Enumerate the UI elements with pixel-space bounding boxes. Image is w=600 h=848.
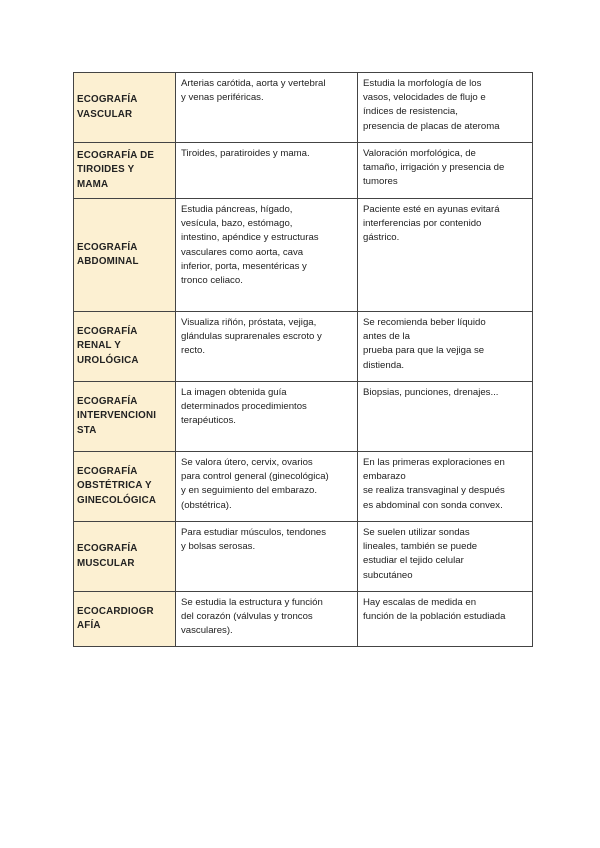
table-row (74, 73, 533, 143)
description-cell: Arterias carótida, aorta y vertebral y venas periféricas. (176, 73, 358, 143)
description-cell: Visualiza riñón, próstata, vejiga, glándulas suprarenales escroto y recto. (176, 312, 358, 382)
type-cell: ECOGRAFÍA OBSTÉTRICA Y GINECOLÓGICA (74, 452, 176, 522)
table-row (74, 592, 533, 647)
type-cell: ECOGRAFÍA INTERVENCIONI STA (74, 382, 176, 452)
table-row (74, 452, 533, 522)
type-cell: ECOGRAFÍA ABDOMINAL (74, 199, 176, 312)
table-row (74, 143, 533, 199)
note-cell: Paciente esté en ayunas evitará interferencias por contenido gástrico. (358, 199, 533, 312)
description-cell: Se valora útero, cervix, ovarios para control general (ginecológica) y en seguimiento del embarazo. (obstétrica). (176, 452, 358, 522)
type-cell: ECOGRAFÍA RENAL Y UROLÓGICA (74, 312, 176, 382)
type-cell: ECOCARDIOGR AFÍA (74, 592, 176, 647)
table-row (74, 199, 533, 312)
note-cell: Se recomienda beber líquido antes de la prueba para que la vejiga se distienda. (358, 312, 533, 382)
note-cell: Valoración morfológica, de tamaño, irrigación y presencia de tumores (358, 143, 533, 199)
type-cell: ECOGRAFÍA MUSCULAR (74, 522, 176, 592)
description-cell: Estudia páncreas, hígado, vesícula, bazo, estómago, intestino, apéndice y estructuras vasculares como aorta, cava inferior, porta, mesentéricas y tronco celiaco. (176, 199, 358, 312)
table-row (74, 382, 533, 452)
note-cell: Se suelen utilizar sondas lineales, también se puede estudiar el tejido celular subcutáneo (358, 522, 533, 592)
type-cell: ECOGRAFÍA DE TIROIDES Y MAMA (74, 143, 176, 199)
description-cell: Para estudiar músculos, tendones y bolsas serosas. (176, 522, 358, 592)
description-cell: Se estudia la estructura y función del corazón (válvulas y troncos vasculares). (176, 592, 358, 647)
description-cell: La imagen obtenida guía determinados procedimientos terapéuticos. (176, 382, 358, 452)
table-row (74, 312, 533, 382)
table-row (74, 522, 533, 592)
note-cell: Hay escalas de medida en función de la población estudiada (358, 592, 533, 647)
note-cell: Estudia la morfología de los vasos, velocidades de flujo e índices de resistencia, presencia de placas de ateroma (358, 73, 533, 143)
description-cell: Tiroides, paratiroides y mama. (176, 143, 358, 199)
note-cell: Biopsias, punciones, drenajes... (358, 382, 533, 452)
note-cell: En las primeras exploraciones en embarazo se realiza transvaginal y después es abdominal con sonda convex. (358, 452, 533, 522)
type-cell: ECOGRAFÍA VASCULAR (74, 73, 176, 143)
ultrasound-types-table (73, 72, 533, 647)
